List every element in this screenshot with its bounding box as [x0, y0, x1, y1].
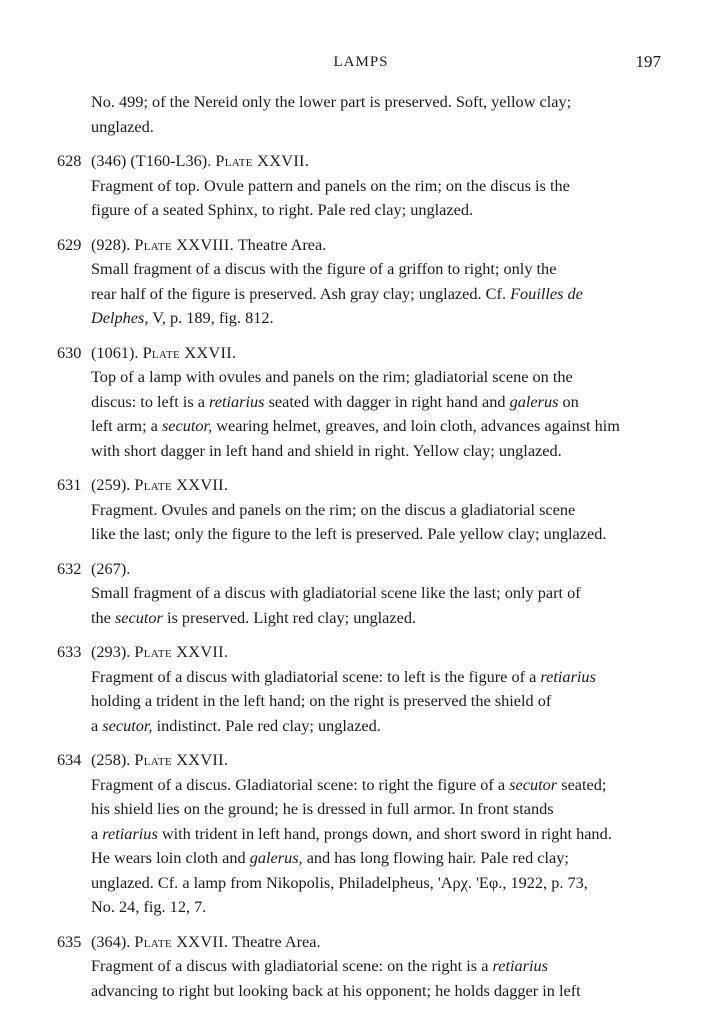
citation-title: Fouilles de — [510, 283, 583, 303]
entry-heading — [57, 233, 664, 258]
latin-term: secutor — [509, 774, 558, 794]
text-line: unglazed. Cf. a lamp from Nikopolis, Philadelpheus, 'Αρχ. 'Εφ., 1922, p. 73, — [91, 872, 588, 892]
catalogue-entry-635 — [0, 930, 722, 1004]
text-segment: wearing helmet, greaves, and loin cloth, advances against him — [212, 416, 620, 435]
entry-heading — [57, 557, 664, 582]
entry-number: 635 — [57, 931, 82, 951]
text-line: V, p. 189, fig. 812. — [148, 308, 274, 327]
entry-heading — [57, 748, 664, 773]
text-line: Small fragment of a discus with gladiatorial scene like the last; only part of — [91, 583, 581, 602]
continuation-paragraph — [91, 90, 664, 139]
text-line: Top of a lamp with ovules and panels on the rim; gladiatorial scene on the — [91, 367, 573, 386]
entry-description — [91, 954, 664, 1003]
text-line: like the last; only the figure to the left is preserved. Pale yellow clay; unglazed. — [91, 524, 607, 543]
inventory-number: (267). — [91, 558, 131, 578]
latin-term: galerus, — [249, 848, 303, 867]
text-line: unglazed. — [91, 116, 154, 136]
text-segment: and has long flowing hair. Pale red clay; — [302, 848, 569, 867]
page-number: 197 — [635, 52, 661, 71]
inventory-number: (1061). — [91, 342, 139, 362]
text-line: with short dagger in left hand and shield in right. Yellow clay; unglazed. — [91, 440, 562, 460]
text-line: advancing to right but looking back at his opponent; he holds dagger in left — [91, 980, 581, 1000]
catalogue-entry-629 — [0, 233, 722, 331]
text-segment: He wears loin cloth and — [91, 848, 250, 867]
catalogue-entry-631 — [0, 473, 722, 547]
text-segment: seated; — [557, 774, 607, 794]
citation-title: Delphes, — [91, 308, 149, 327]
latin-term: galerus — [509, 391, 559, 411]
entry-number: 631 — [57, 475, 82, 494]
catalogue-entry-633 — [0, 640, 722, 738]
entry-heading — [57, 149, 664, 174]
text-segment: on — [558, 391, 579, 411]
text-line: his shield lies on the ground; he is dressed in full armor. In front stands — [91, 799, 554, 818]
text-line: No. 499; of the Nereid only the lower part is preserved. Soft, yellow clay; — [91, 92, 572, 111]
text-segment: seated with dagger in right hand and — [264, 391, 510, 411]
text-segment: indistinct. Pale red clay; unglazed. — [152, 715, 381, 735]
latin-term: retiarius — [492, 956, 548, 975]
latin-term: secutor, — [102, 715, 153, 735]
entry-description — [91, 365, 664, 463]
running-title: LAMPS — [333, 54, 389, 70]
entry-description — [91, 581, 664, 630]
text-line: holding a trident in the left hand; on the right is preserved the shield of — [91, 691, 552, 710]
latin-term: retiarius — [102, 823, 158, 843]
inventory-number: (293). — [91, 642, 131, 661]
entry-heading — [57, 341, 664, 366]
text-line: Fragment of top. Ovule pattern and panels on the rim; on the discus is the — [91, 175, 570, 195]
plate-reference: Plate XXVII. — [134, 642, 229, 661]
catalogue-entry-628 — [0, 149, 722, 223]
plate-reference: Plate XXVIII. — [134, 234, 234, 254]
text-line: Small fragment of a discus with the figure of a griffon to right; only the — [91, 259, 557, 278]
entry-description — [91, 773, 664, 920]
text-line: No. 24, fig. 12, 7. — [91, 897, 207, 916]
latin-term: secutor, — [161, 416, 213, 435]
text-segment: the — [91, 607, 115, 627]
plate-reference: Plate XXVII. — [215, 151, 310, 170]
entry-description — [91, 174, 664, 223]
text-line: Fragment. Ovules and panels on the rim; on the discus a gladiatorial scene — [91, 499, 576, 519]
inventory-number: (346) — [91, 151, 127, 170]
find-location: Theatre Area. — [237, 234, 327, 254]
text-segment: with trident in left hand, prongs down, and short sword in right hand. — [157, 823, 612, 843]
catalogue-entry-630 — [0, 341, 722, 464]
latin-term: secutor — [114, 607, 163, 627]
text-segment: Fragment of a discus. Gladiatorial scene: to right the figure of a — [91, 774, 510, 794]
latin-term: retiarius — [540, 666, 596, 686]
entry-heading — [57, 473, 664, 498]
text-segment: left arm; a — [91, 416, 162, 435]
plate-reference: Plate XXVII. — [134, 750, 229, 769]
entry-description — [91, 498, 664, 547]
inventory-number: (928). — [91, 234, 131, 254]
page-body — [0, 90, 722, 1003]
entry-description — [91, 257, 664, 331]
inventory-number: (364). — [91, 931, 131, 951]
entry-number: 633 — [57, 642, 82, 661]
plate-reference: Plate XXVII. — [142, 342, 237, 362]
entry-number: 634 — [57, 750, 82, 769]
page-header — [0, 52, 722, 76]
text-segment: a — [91, 715, 103, 735]
entry-number: 632 — [57, 558, 82, 578]
latin-term: retiarius — [209, 391, 265, 411]
entry-number: 629 — [57, 234, 82, 254]
text-line: rear half of the figure is preserved. Ash gray clay; unglazed. Cf. — [91, 283, 507, 303]
catalogue-entry-634 — [0, 748, 722, 920]
inventory-number: (259). — [91, 475, 131, 494]
text-segment: Fragment of a discus with gladiatorial scene: to left is the figure of a — [91, 666, 541, 686]
text-segment: a — [91, 823, 103, 843]
entry-heading — [57, 930, 664, 955]
text-line: figure of a seated Sphinx, to right. Pale red clay; unglazed. — [91, 200, 474, 219]
plate-reference: Plate XXVII. — [134, 931, 229, 951]
text-segment: Fragment of a discus with gladiatorial scene: on the right is a — [91, 956, 489, 975]
text-segment: discus: to left is a — [91, 391, 210, 411]
entry-number: 630 — [57, 342, 82, 362]
find-location: Theatre Area. — [232, 931, 321, 951]
catalogue-entry-632 — [0, 557, 722, 631]
text-segment: is preserved. Light red clay; unglazed. — [162, 607, 417, 627]
context-number: (T160-L36). — [126, 151, 212, 170]
entry-description — [91, 665, 664, 739]
entry-heading — [57, 640, 664, 665]
inventory-number: (258). — [91, 750, 131, 769]
plate-reference: Plate XXVII. — [134, 475, 229, 494]
entry-number: 628 — [57, 151, 82, 170]
